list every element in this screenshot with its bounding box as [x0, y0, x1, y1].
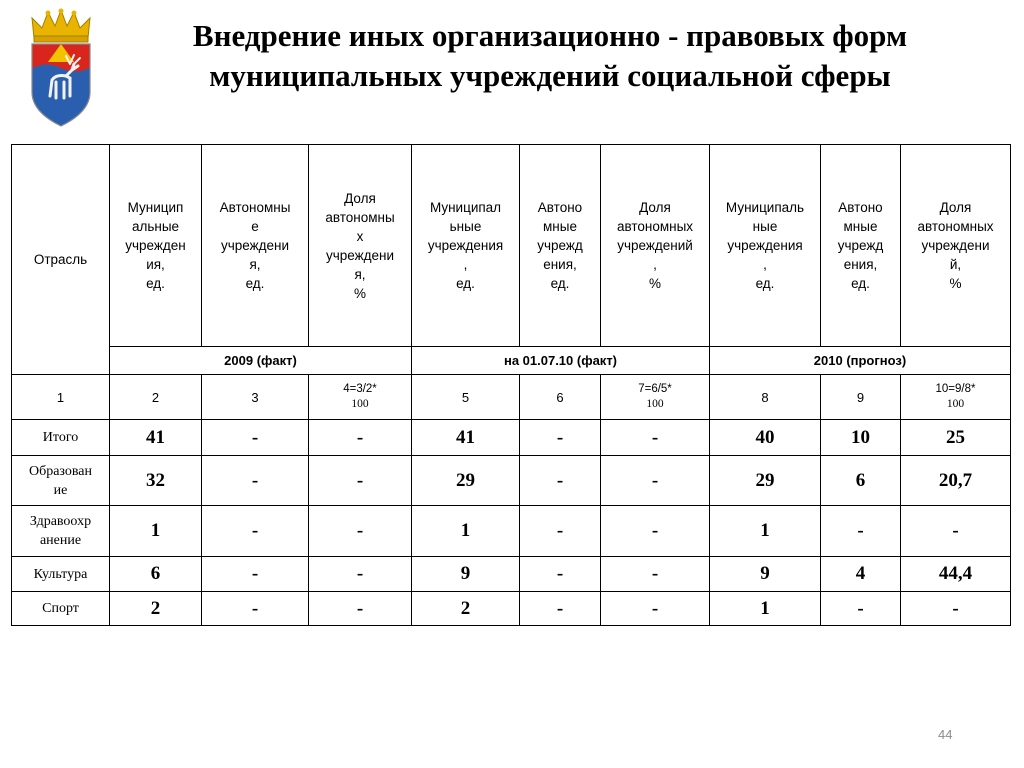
cell-value: - [202, 557, 309, 592]
row-label [12, 420, 110, 456]
header-line: ед. [456, 276, 475, 291]
row-label-line: ие [53, 482, 68, 498]
cell-value: 4 [821, 557, 901, 592]
header-line: альные [131, 219, 180, 234]
cell-value: 6 [110, 557, 202, 592]
header-line: е [251, 219, 259, 234]
cell-value: 9 [412, 557, 520, 592]
header-line: учреждени [921, 238, 990, 253]
cell-value: 40 [710, 420, 821, 456]
cell-value: - [309, 420, 412, 456]
header-line: Доля [939, 200, 972, 215]
header-col-3 [202, 145, 309, 347]
header-line: й, [949, 257, 962, 272]
header-line: Муницип [127, 200, 184, 215]
header-line: учрежд [537, 238, 583, 253]
cell-value: 10 [821, 420, 901, 456]
table-row-total [12, 420, 1011, 456]
header-sector: Отрасль [12, 145, 110, 375]
header-line: ения, [843, 257, 878, 272]
row-label-line: Спорт [42, 601, 79, 616]
cell-value: - [520, 557, 601, 592]
cell-value: - [309, 592, 412, 626]
header-line: Автоно [838, 200, 883, 215]
header-line: учрежд [837, 238, 884, 253]
cell-value: 44,4 [901, 557, 1011, 592]
cell-value: - [202, 420, 309, 456]
header-col-5 [412, 145, 520, 347]
cell-value: 32 [110, 456, 202, 506]
header-line: ед. [245, 276, 265, 291]
header-col-2 [110, 145, 202, 347]
cell-value: 29 [710, 456, 821, 506]
cell-value: 20,7 [901, 456, 1011, 506]
table-row-culture [12, 557, 1011, 592]
header-line: учреждения [727, 238, 803, 253]
header-col-4 [309, 145, 412, 347]
row-label [12, 506, 110, 557]
col-formula [309, 375, 412, 420]
header-line: % [648, 276, 661, 291]
cell-value: - [601, 506, 710, 557]
table-row-education [12, 456, 1011, 506]
header-line: учреждений [617, 238, 693, 253]
cell-value: - [309, 557, 412, 592]
header-col-8 [710, 145, 821, 347]
header-line: ения, [543, 257, 577, 272]
header-col-9 [821, 145, 901, 347]
cell-value: - [821, 592, 901, 626]
cell-value: 1 [710, 506, 821, 557]
formula-multiplier: 100 [946, 398, 965, 410]
cell-value: - [309, 456, 412, 506]
cell-value: - [520, 506, 601, 557]
row-label-line: Культура [33, 566, 88, 582]
cell-value: 1 [710, 592, 821, 626]
header-line: , [763, 257, 767, 272]
cell-value: 2 [412, 592, 520, 626]
header-line: мные [843, 219, 878, 234]
header-line: учрежден [125, 238, 186, 253]
cell-value: 9 [710, 557, 821, 592]
header-line: , [463, 257, 468, 272]
header-line: % [353, 285, 366, 301]
cell-value: - [202, 592, 309, 626]
header-line: Автоно [537, 200, 583, 215]
period-2010-forecast: 2010 (прогноз) [710, 347, 1011, 375]
row-label-line: Здравоохр [29, 514, 92, 529]
header-line: я, [249, 257, 261, 272]
data-table [11, 144, 1011, 626]
cell-value: 25 [901, 420, 1011, 456]
col-number: 6 [520, 375, 601, 420]
header-line: Автономны [219, 200, 291, 215]
col-formula [601, 375, 710, 420]
period-2010-07: на 01.07.10 (факт) [412, 347, 710, 375]
header-line: учреждения [427, 238, 504, 253]
cell-value: - [309, 506, 412, 557]
formula-text: 7=6/5* [638, 383, 672, 395]
header-col-6 [520, 145, 601, 347]
title-line-1: Внедрение иных организационно - правовых форм [192, 18, 908, 53]
cell-value: 41 [412, 420, 520, 456]
row-label-line: анение [39, 533, 82, 548]
col-number: 1 [12, 375, 110, 420]
col-number: 9 [821, 375, 901, 420]
formula-multiplier: 100 [351, 398, 369, 410]
cell-value: - [821, 506, 901, 557]
coat-of-arms-icon [22, 8, 100, 130]
header-line: ед. [755, 276, 775, 291]
header-line: , [653, 257, 657, 272]
formula-multiplier: 100 [646, 398, 664, 410]
row-label [12, 557, 110, 592]
cell-value: - [901, 592, 1011, 626]
table-row-sport [12, 592, 1011, 626]
cell-value: 1 [412, 506, 520, 557]
title-line-2: муниципальных учреждений социальной сферы [209, 58, 891, 93]
header-line: учреждени [325, 247, 395, 263]
header-line: ед. [550, 276, 570, 291]
period-row [12, 347, 1011, 375]
cell-value: - [520, 456, 601, 506]
header-line: учреждени [220, 238, 290, 253]
formula-text: 4=3/2* [343, 383, 377, 395]
row-label-line: Образован [28, 463, 93, 479]
col-formula [901, 375, 1011, 420]
col-number: 8 [710, 375, 821, 420]
header-line: ьные [449, 219, 482, 234]
header-line: Муниципал [429, 200, 502, 215]
col-number: 5 [412, 375, 520, 420]
cell-value: 6 [821, 456, 901, 506]
header-line: ия, [146, 257, 165, 272]
cell-value: - [601, 557, 710, 592]
cell-value: 41 [110, 420, 202, 456]
cell-value: - [520, 420, 601, 456]
col-number: 2 [110, 375, 202, 420]
header-col-10 [901, 145, 1011, 347]
cell-value: 2 [110, 592, 202, 626]
header-line: ед. [146, 276, 165, 291]
header-line: Доля [639, 200, 671, 215]
cell-value: - [901, 506, 1011, 557]
header-line: х [356, 228, 364, 244]
cell-value: - [520, 592, 601, 626]
header-line: % [949, 276, 962, 291]
page-number: 44 [938, 727, 953, 742]
header-row [12, 145, 1011, 347]
header-line: Доля [344, 190, 376, 206]
header-line: автономных [616, 219, 694, 234]
column-number-row [12, 375, 1011, 420]
period-2009: 2009 (факт) [110, 347, 412, 375]
row-label [12, 456, 110, 506]
cell-value: - [601, 420, 710, 456]
header-col-7 [601, 145, 710, 347]
header-line: Муниципаль [725, 200, 805, 215]
col-number: 3 [202, 375, 309, 420]
cell-value: - [202, 456, 309, 506]
header-line: ед. [851, 276, 870, 291]
header-line: ные [752, 219, 778, 234]
cell-value: - [601, 592, 710, 626]
page-title [120, 16, 980, 96]
header-line: мные [543, 219, 577, 234]
cell-value: - [202, 506, 309, 557]
header-line: автономных [917, 219, 994, 234]
header-line: я, [354, 266, 366, 282]
row-label [12, 592, 110, 626]
cell-value: - [601, 456, 710, 506]
formula-text: 10=9/8* [935, 383, 976, 395]
table-row-healthcare [12, 506, 1011, 557]
header-line: автономны [325, 209, 395, 225]
row-label-line: Итого [42, 430, 79, 445]
cell-value: 1 [110, 506, 202, 557]
cell-value: 29 [412, 456, 520, 506]
